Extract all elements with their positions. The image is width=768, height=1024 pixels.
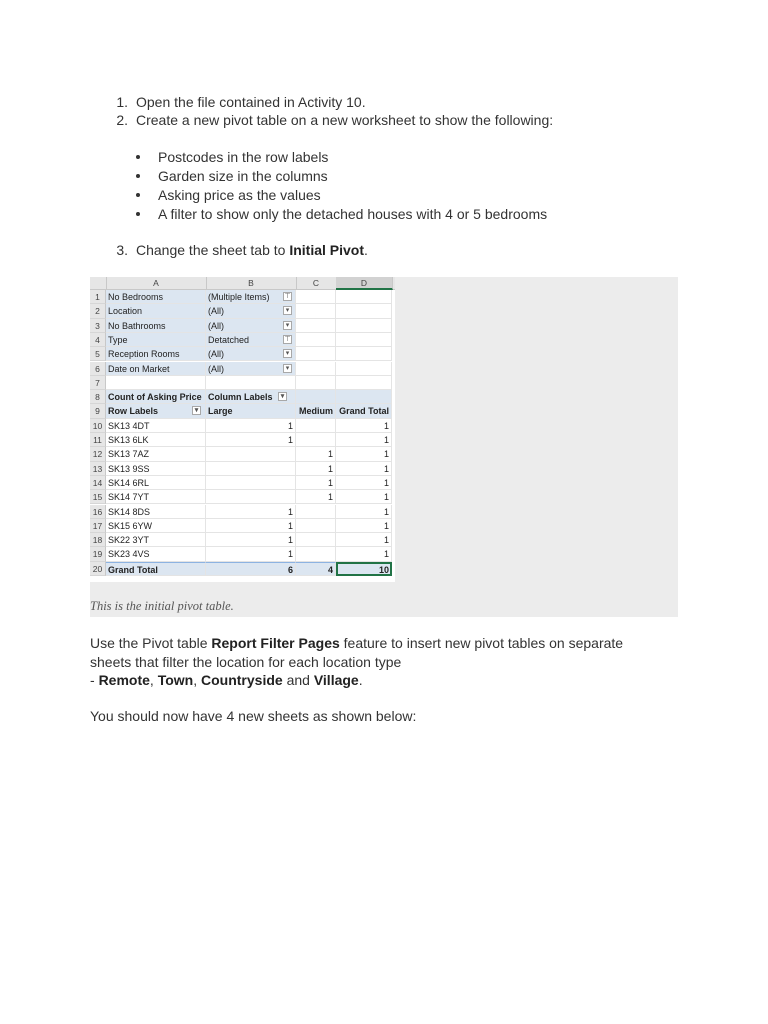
large-count-cell: 1 xyxy=(206,505,296,519)
medium-count-cell xyxy=(296,433,336,447)
grand-total-cell-selected[interactable]: 10 xyxy=(336,562,392,576)
empty-cell xyxy=(336,347,392,361)
row-number: 13 xyxy=(90,462,106,476)
filter-value: (All) xyxy=(208,320,224,331)
bullet-dot-icon xyxy=(136,193,140,197)
filter-row xyxy=(90,362,395,376)
postcode-cell: SK13 9SS xyxy=(106,462,206,476)
paragraph-line: You should now have 4 new sheets as shown below: xyxy=(90,708,417,724)
location-town: Town xyxy=(157,672,194,688)
para-text: - xyxy=(90,672,99,688)
row-number: 20 xyxy=(90,562,106,576)
total-count-cell: 1 xyxy=(336,419,392,433)
bullet-dot-icon xyxy=(136,174,140,178)
filter-row xyxy=(90,290,395,304)
table-row xyxy=(90,490,395,504)
filter-label: Location xyxy=(106,304,206,318)
bullet-text: Asking price as the values xyxy=(158,187,321,203)
row-number: 3 xyxy=(90,319,106,333)
row-labels-header: Row Labels xyxy=(108,406,159,417)
bullet-text: A filter to show only the detached houses with 4 or 5 bedrooms xyxy=(158,206,548,222)
column-labels-cell xyxy=(206,390,296,404)
row-number: 14 xyxy=(90,476,106,490)
pivot-header-row xyxy=(90,390,395,404)
filter-label: Type xyxy=(106,333,206,347)
table-row xyxy=(90,419,395,433)
total-count-cell: 1 xyxy=(336,490,392,504)
bullet-dot-icon xyxy=(136,212,140,216)
row-number: 11 xyxy=(90,433,106,447)
row-number: 19 xyxy=(90,547,106,561)
empty-cell xyxy=(336,304,392,318)
para-text: . xyxy=(358,672,363,688)
sheet-name-bold: Initial Pivot xyxy=(289,242,365,258)
table-row xyxy=(90,447,395,461)
empty-cell xyxy=(296,347,336,361)
blank-row xyxy=(90,376,395,390)
filter-value: (All) xyxy=(208,349,224,360)
empty-cell xyxy=(296,333,336,347)
para-text: Use the Pivot table xyxy=(90,635,212,651)
empty-cell xyxy=(336,333,392,347)
filter-value: (All) xyxy=(208,306,224,317)
large-count-cell xyxy=(206,476,296,490)
filter-value-cell xyxy=(206,290,296,304)
empty-cell xyxy=(336,376,392,390)
medium-count-cell xyxy=(296,419,336,433)
postcode-cell: SK13 7AZ xyxy=(106,447,206,461)
table-row xyxy=(90,476,395,490)
table-row xyxy=(90,533,395,547)
location-countryside: Countryside xyxy=(201,672,283,688)
spreadsheet-screenshot xyxy=(90,277,395,582)
row-number: 8 xyxy=(90,390,106,404)
row-number: 5 xyxy=(90,347,106,361)
row-number: 15 xyxy=(90,490,106,504)
para-text: sheets that filter the location for each location type xyxy=(90,654,402,670)
large-count-cell: 1 xyxy=(206,419,296,433)
para-text: and xyxy=(282,672,314,688)
empty-cell xyxy=(296,376,336,390)
para-text: , xyxy=(149,672,158,688)
large-count-cell xyxy=(206,447,296,461)
table-row xyxy=(90,462,395,476)
total-count-cell: 1 xyxy=(336,447,392,461)
empty-cell xyxy=(336,290,392,304)
grand-total-large: 6 xyxy=(206,562,296,576)
medium-count-cell xyxy=(296,505,336,519)
step-number: 3. xyxy=(116,242,128,258)
filter-row xyxy=(90,347,395,361)
location-village: Village xyxy=(313,672,359,688)
filter-row xyxy=(90,319,395,333)
filter-value-cell xyxy=(206,304,296,318)
row-number: 17 xyxy=(90,519,106,533)
column-header-large: Large xyxy=(206,404,296,418)
row-number: 7 xyxy=(90,376,106,390)
filter-value-cell xyxy=(206,333,296,347)
filter-label: No Bathrooms xyxy=(106,319,206,333)
empty-cell xyxy=(336,319,392,333)
empty-cell xyxy=(106,376,206,390)
paragraph-line xyxy=(90,634,623,652)
image-caption: This is the initial pivot table. xyxy=(90,599,234,613)
filter-label: No Bedrooms xyxy=(106,290,206,304)
dropdown-arrow-icon[interactable]: ▾ xyxy=(283,306,292,315)
dropdown-arrow-icon[interactable]: ▾ xyxy=(283,349,292,358)
step-text-prefix: Change the sheet tab to xyxy=(136,242,290,258)
row-number: 10 xyxy=(90,419,106,433)
row-number: 18 xyxy=(90,533,106,547)
filter-value-cell xyxy=(206,362,296,376)
bullet-text: Postcodes in the row labels xyxy=(158,149,329,165)
screenshot-panel xyxy=(90,277,678,617)
empty-cell xyxy=(336,362,392,376)
column-header-grand-total: Grand Total xyxy=(336,404,392,418)
column-header-d: D xyxy=(336,277,393,290)
empty-cell xyxy=(206,376,296,390)
postcode-cell: SK22 3YT xyxy=(106,533,206,547)
total-count-cell: 1 xyxy=(336,433,392,447)
step-text: Create a new pivot table on a new worksheet to show the following: xyxy=(136,112,554,128)
step-text: Open the file contained in Activity 10. xyxy=(136,94,366,110)
total-count-cell: 1 xyxy=(336,462,392,476)
filter-value: (Multiple Items) xyxy=(208,292,270,302)
paragraph-line xyxy=(90,671,363,689)
table-row xyxy=(90,505,395,519)
large-count-cell xyxy=(206,462,296,476)
table-row xyxy=(90,519,395,533)
large-count-cell: 1 xyxy=(206,533,296,547)
paragraph-line xyxy=(90,653,401,671)
row-labels-cell xyxy=(106,404,206,418)
postcode-cell: SK14 6RL xyxy=(106,476,206,490)
step-number: 2. xyxy=(116,112,128,128)
postcode-cell: SK23 4VS xyxy=(106,547,206,561)
large-count-cell: 1 xyxy=(206,519,296,533)
row-number: 1 xyxy=(90,290,106,304)
column-header-a: A xyxy=(106,277,207,289)
filter-funnel-icon[interactable]: ⊤ xyxy=(284,293,291,300)
bullet-dot-icon xyxy=(136,155,140,159)
empty-cell xyxy=(296,304,336,318)
values-field-header: Count of Asking Price xyxy=(106,390,206,404)
step-text-suffix: . xyxy=(364,242,368,258)
row-number: 4 xyxy=(90,333,106,347)
table-row xyxy=(90,433,395,447)
dropdown-arrow-icon[interactable]: ▾ xyxy=(283,321,292,330)
filter-value-cell xyxy=(206,347,296,361)
medium-count-cell: 1 xyxy=(296,476,336,490)
grand-total-label: Grand Total xyxy=(106,562,206,576)
empty-cell xyxy=(296,319,336,333)
pivot-header-row xyxy=(90,404,395,418)
medium-count-cell: 1 xyxy=(296,490,336,504)
large-count-cell: 1 xyxy=(206,547,296,561)
postcode-cell: SK13 4DT xyxy=(106,419,206,433)
column-header-bar xyxy=(90,277,395,290)
bullet-text: Garden size in the columns xyxy=(158,168,328,184)
filter-value-cell xyxy=(206,319,296,333)
large-count-cell: 1 xyxy=(206,433,296,447)
column-header-b: B xyxy=(206,277,297,289)
row-number: 16 xyxy=(90,505,106,519)
dropdown-arrow-icon[interactable]: ▾ xyxy=(283,364,292,373)
para-text: feature to insert new pivot tables on separate xyxy=(339,635,624,651)
filter-row xyxy=(90,333,395,347)
select-all-corner xyxy=(90,277,107,289)
para-text: , xyxy=(193,672,201,688)
large-count-cell xyxy=(206,490,296,504)
column-labels-header: Column Labels xyxy=(208,392,273,403)
medium-count-cell: 1 xyxy=(296,462,336,476)
filter-value: (All) xyxy=(208,363,224,374)
row-number: 12 xyxy=(90,447,106,461)
empty-cell xyxy=(296,390,336,404)
dropdown-arrow-icon[interactable]: ▾ xyxy=(192,406,201,415)
filter-label: Date on Market xyxy=(106,362,206,376)
column-header-medium: Medium xyxy=(296,404,336,418)
filter-row xyxy=(90,304,395,318)
filter-funnel-icon[interactable]: ⊤ xyxy=(284,335,291,343)
row-number: 6 xyxy=(90,362,106,376)
filter-label: Reception Rooms xyxy=(106,347,206,361)
step-text xyxy=(136,241,368,259)
postcode-cell: SK13 6LK xyxy=(106,433,206,447)
table-row xyxy=(90,547,395,561)
grand-total-medium: 4 xyxy=(296,562,336,576)
medium-count-cell xyxy=(296,519,336,533)
medium-count-cell xyxy=(296,547,336,561)
dropdown-arrow-icon[interactable]: ▾ xyxy=(278,392,287,401)
row-number: 2 xyxy=(90,304,106,318)
postcode-cell: SK14 8DS xyxy=(106,505,206,519)
column-header-c: C xyxy=(296,277,337,289)
row-number: 9 xyxy=(90,404,106,418)
empty-cell xyxy=(296,362,336,376)
total-count-cell: 1 xyxy=(336,533,392,547)
filter-value: Detatched xyxy=(208,334,250,345)
postcode-cell: SK14 7YT xyxy=(106,490,206,504)
total-count-cell: 1 xyxy=(336,476,392,490)
total-count-cell: 1 xyxy=(336,505,392,519)
step-number: 1. xyxy=(116,94,128,110)
empty-cell xyxy=(296,290,336,304)
medium-count-cell: 1 xyxy=(296,447,336,461)
total-count-cell: 1 xyxy=(336,519,392,533)
total-count-cell: 1 xyxy=(336,547,392,561)
grand-total-row xyxy=(90,562,395,576)
feature-name-bold: Report Filter Pages xyxy=(211,635,340,651)
medium-count-cell xyxy=(296,533,336,547)
location-remote: Remote xyxy=(98,672,150,688)
empty-cell xyxy=(336,390,392,404)
postcode-cell: SK15 6YW xyxy=(106,519,206,533)
